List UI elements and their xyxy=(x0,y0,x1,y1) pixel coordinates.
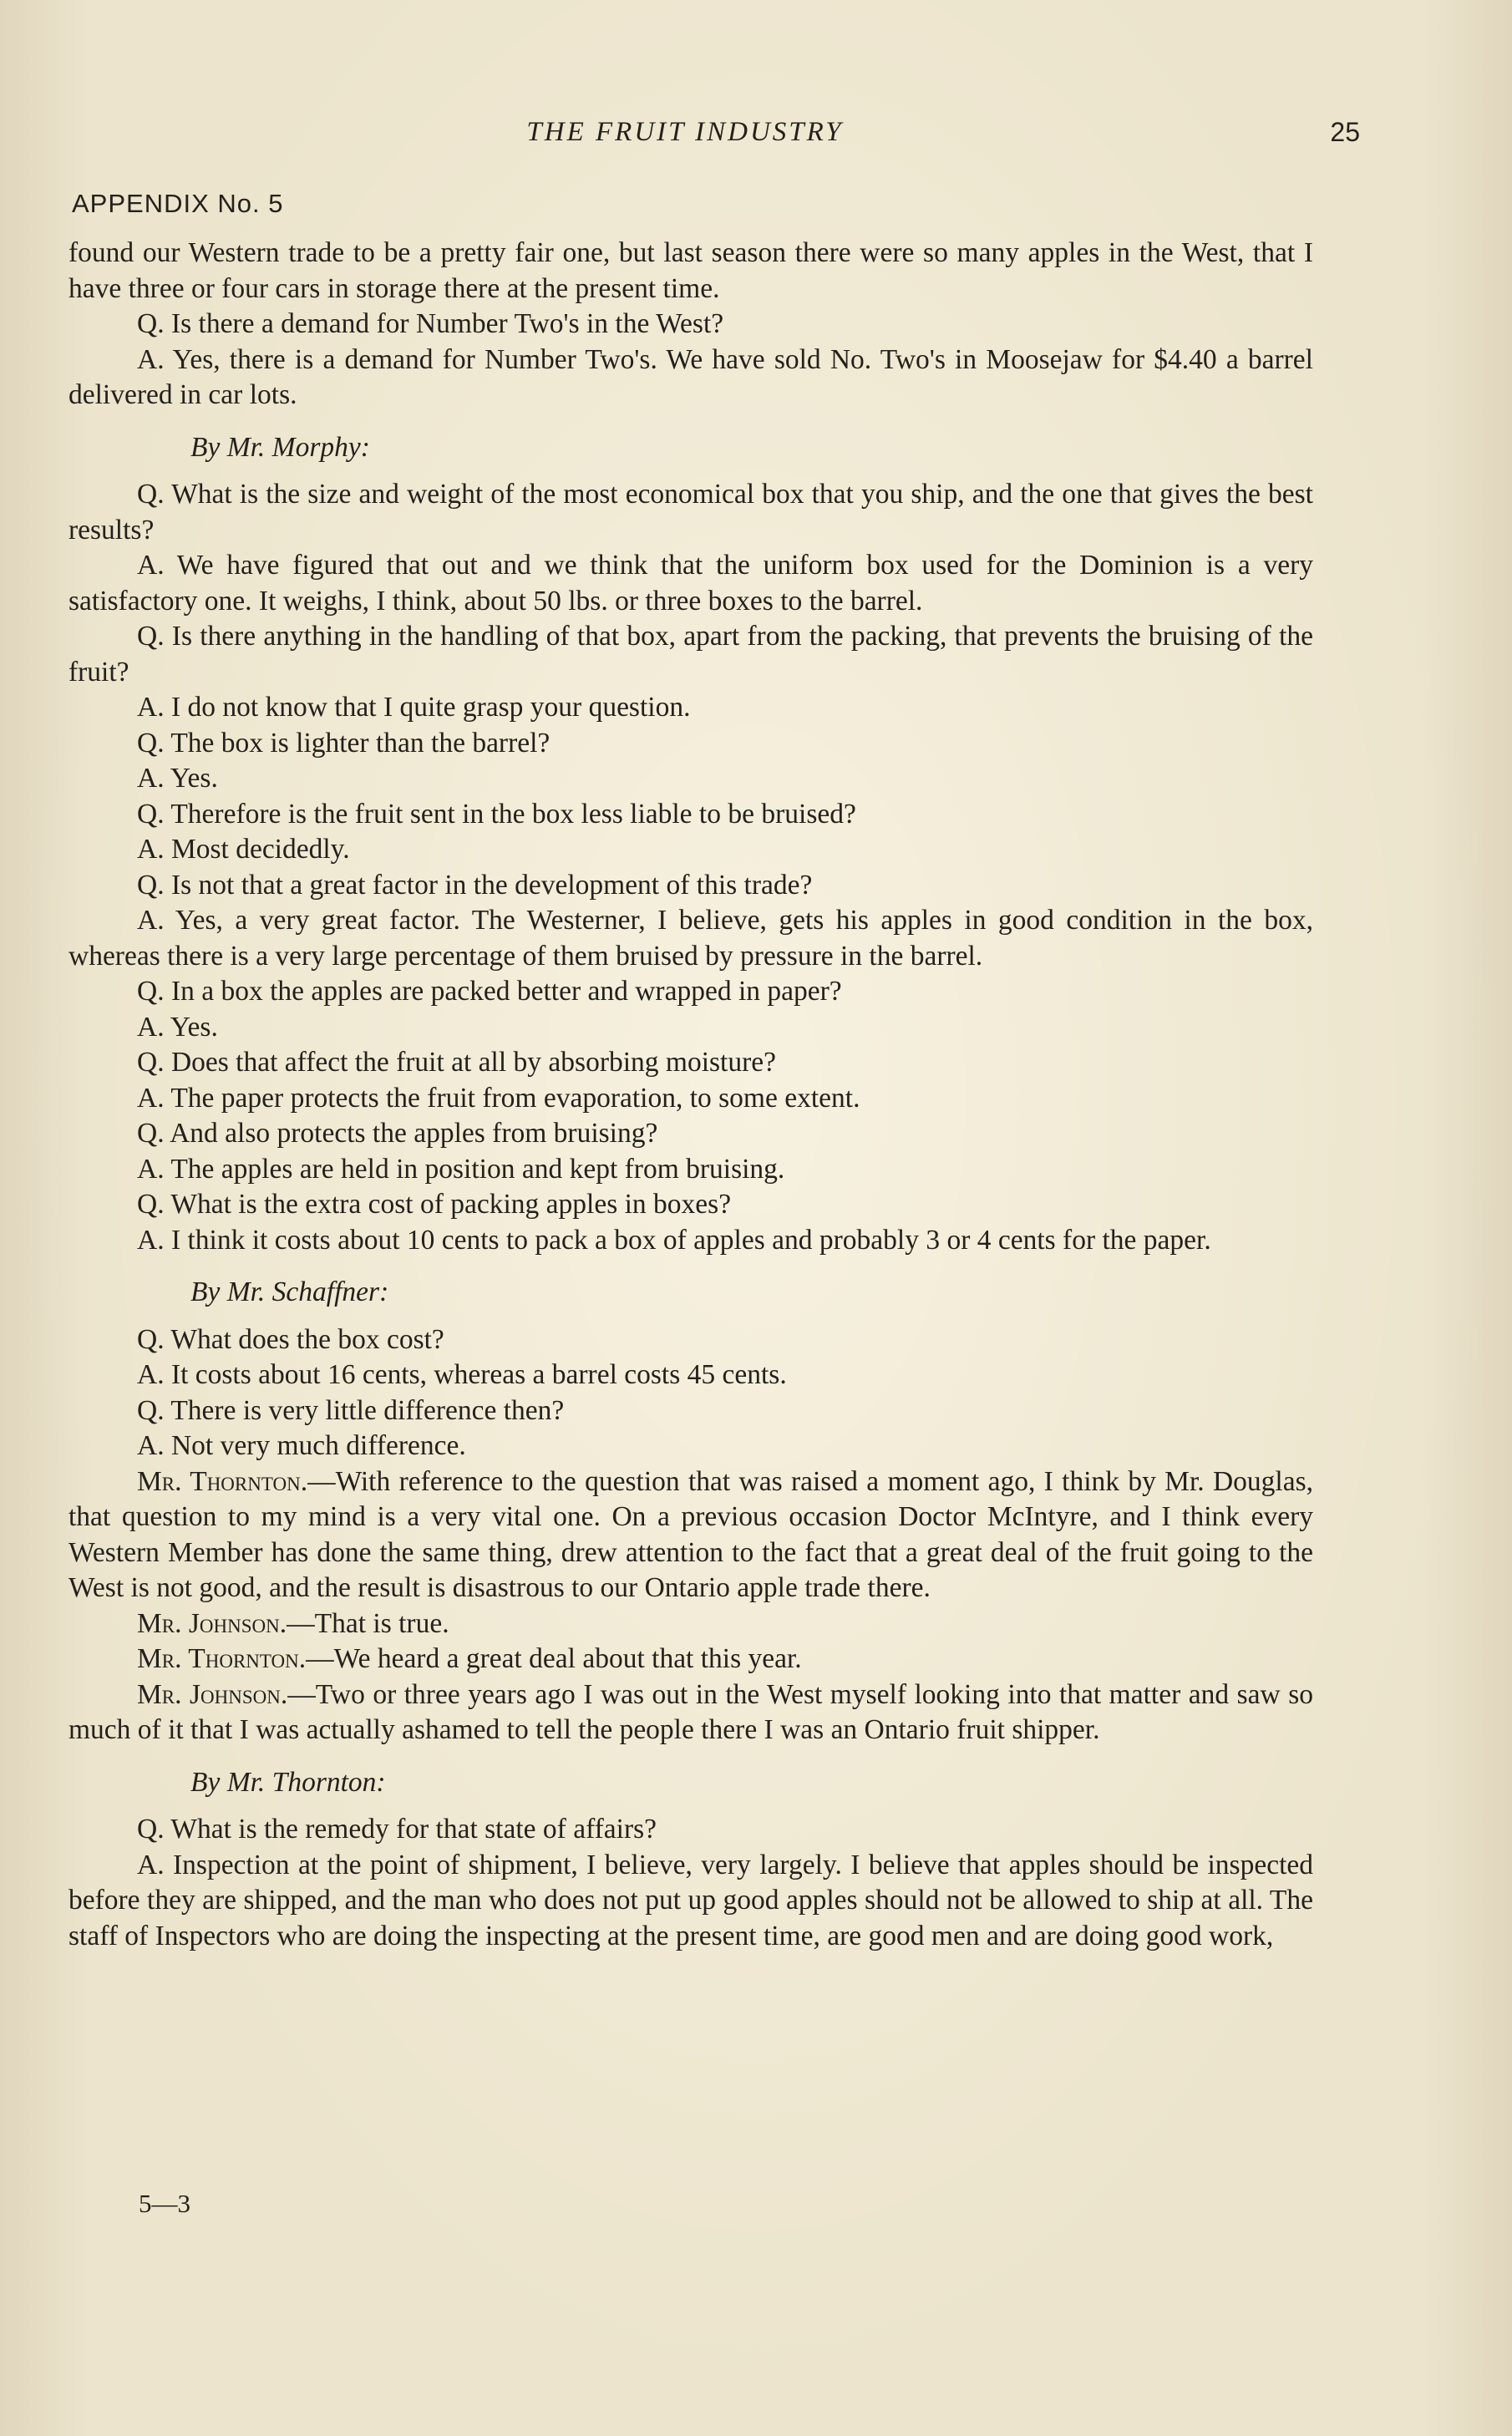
speaker-name: Mr. Thornton. xyxy=(137,1643,307,1674)
question: Q. Is not that a great factor in the development of this trade? xyxy=(137,869,813,901)
answer: A. It costs about 16 cents, whereas a barrel costs 45 cents. xyxy=(137,1359,787,1390)
question: Q. What does the box cost? xyxy=(137,1323,444,1355)
answer: A. The apples are held in position and kept from bruising. xyxy=(137,1153,785,1185)
answer: A. Yes. xyxy=(137,763,218,794)
page-number: 25 xyxy=(1330,117,1360,147)
question: Q. In a box the apples are packed better and wrapped in paper? xyxy=(137,976,842,1007)
speaker-name: Mr. Johnson. xyxy=(137,1607,287,1639)
speaker-statement: Mr. Johnson.—That is true. xyxy=(137,1607,449,1639)
question: Q. Is there anything in the handling of that box, apart from the packing, that prevents the bruising of the fruit? xyxy=(68,621,1313,688)
body-text xyxy=(68,236,1313,1954)
answer: A. We have figured that out and we think that the uniform box used for the Dominion is a very satisfactory one. It weighs, I think, about 50 lbs. or three boxes to the barrel. xyxy=(68,550,1313,617)
question: Q. The box is lighter than the barrel? xyxy=(137,727,551,759)
speaker-statement: Mr. Johnson.—Two or three years ago I was out in the West myself looking into that matter and saw so much of it that I was actually ashamed to tell the people there I was an Ontario fruit shipper. xyxy=(68,1678,1313,1745)
answer: A. I do not know that I quite grasp your question. xyxy=(137,692,691,723)
question: Q. Is there a demand for Number Two's in the West? xyxy=(137,308,724,339)
answer: A. Yes, there is a demand for Number Two's. We have sold No. Two's in Moosejaw for $4.40 a barrel delivered in car lots. xyxy=(68,343,1313,410)
question: Q. Does that affect the fruit at all by absorbing moisture? xyxy=(137,1047,777,1078)
signature-mark: 5—3 xyxy=(139,2189,190,2218)
subheading-examiner: By Mr. Thornton: xyxy=(190,1766,386,1798)
question: Q. What is the remedy for that state of affairs? xyxy=(137,1814,657,1845)
question: Q. What is the extra cost of packing apples in boxes? xyxy=(137,1189,732,1220)
answer: A. Most decidedly. xyxy=(137,834,350,865)
answer: A. Not very much difference. xyxy=(137,1430,466,1461)
answer: A. Yes. xyxy=(137,1011,218,1043)
subheading-examiner: By Mr. Morphy: xyxy=(190,431,370,463)
speaker-statement: Mr. Thornton.—We heard a great deal about that this year. xyxy=(137,1643,802,1674)
answer: A. I think it costs about 10 cents to pack a box of apples and probably 3 or 4 cents for the paper. xyxy=(137,1224,1211,1256)
question: Q. There is very little difference then? xyxy=(137,1394,565,1426)
answer: A. Inspection at the point of shipment, I believe, very largely. I believe that apples should be inspected before they are shipped, and the man who does not put up good apples should not be allowed to ship at all. The staff of Inspectors who are doing the inspecting at the present time, are good men and are doing good work, xyxy=(68,1849,1313,1951)
subheading-examiner: By Mr. Schaffner: xyxy=(190,1276,389,1307)
answer: A. Yes, a very great factor. The Westerner, I believe, gets his apples in good condition in the box, whereas there is a very large percentage of them bruised by pressure in the barrel. xyxy=(68,905,1313,972)
answer: A. The paper protects the fruit from evaporation, to some extent. xyxy=(137,1082,860,1114)
question: Q. What is the size and weight of the most economical box that you ship, and the one that gives the best results? xyxy=(68,479,1313,546)
appendix-label: APPENDIX No. 5 xyxy=(72,189,284,218)
running-title: THE FRUIT INDUSTRY xyxy=(526,117,844,147)
paragraph: found our Western trade to be a pretty fair one, but last season there were so many apples in the West, that I have three or four cars in storage there at the present time. xyxy=(68,237,1313,304)
question: Q. Therefore is the fruit sent in the box less liable to be bruised? xyxy=(137,798,856,830)
question: Q. And also protects the apples from bruising? xyxy=(137,1118,658,1149)
speaker-statement: Mr. Thornton.—With reference to the question that was raised a moment ago, I think by Mr. Douglas, that question to my mind is a very vital one. On a previous occasion Doctor McIntyre, and I think every Western Member has done the same thing, drew attention to the fact that a great deal of the fruit going to the West is not good, and the result is disastrous to our Ontario apple trade there. xyxy=(68,1465,1313,1603)
speaker-name: Mr. Johnson. xyxy=(137,1678,288,1710)
speaker-name: Mr. Thornton. xyxy=(137,1465,308,1497)
